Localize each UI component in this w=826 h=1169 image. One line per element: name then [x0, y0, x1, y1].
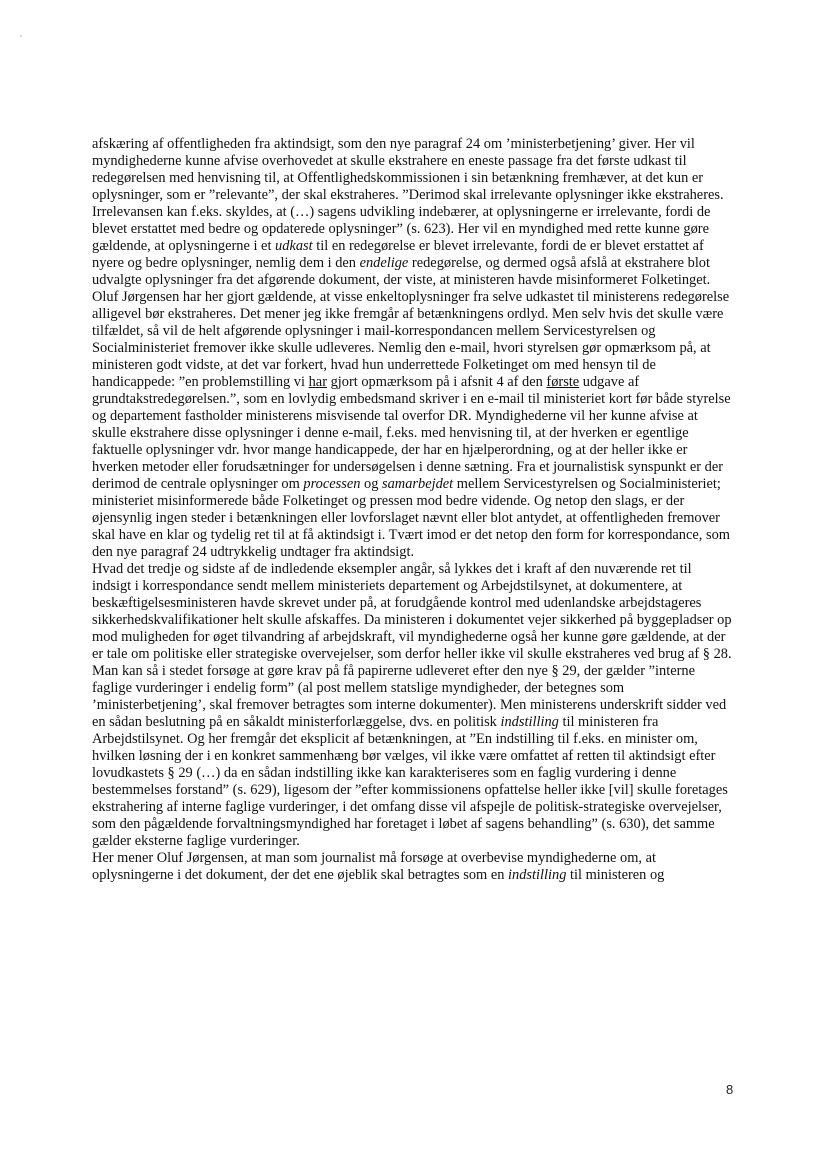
text-run: Hvad det tredje og sidste af de indledende eksempler angår, så lykkes det i kraft af den nuværende ret til indsigt i korrespondance sendt mellem ministeriets departement og Arbejdstilsynet, at dokumentere, at beskæftigelsesministeren havde skrevet under på, at forudgående kontrol med udenlandske arbejdstageres sikkerhedskvalifikationer helt skulle afskaffes. Da ministeren i dokumentet vejer sikkerhed på byggepladser op mod muligheden for øget tilvandring af arbejdskraft, vil myndighederne også her kunne gøre gældende, at der er tale om politiske eller strategiske overvejelser, som derfor heller ikke vil skulle ekstraheres ved brug af § 28. [92, 561, 732, 662]
text-run: til ministeren fra Arbejdstilsynet. Og her fremgår det eksplicit af betænkningen, at ”En indstilling til f.eks. en minister om, hvilken løsning der i en konkret sammenhæng bør vælges, vil ikke være omfattet af retten til aktindsigt efter lovudkastets § 29 (…) da en sådan indstilling ikke kan karakteriseres som en faglig vurdering i denne bestemmelses forstand” (s. 629), ligesom der ”efter kommissionens opfattelse heller ikke [vil] skulle foretages ekstrahering af interne faglige vurderinger, i det omfang disse vil afspejle de politisk-strategiske overvejelser, som den pågældende forvaltningsmyndighed har foretaget i løbet af sagens behandling” (s. 630), det samme gælder eksterne faglige vurderinger. [92, 714, 728, 849]
text-run: gjort opmærksom på i afsnit 4 af den [326, 374, 547, 390]
scan-speck [20, 35, 22, 37]
italic-text: indstilling [508, 867, 567, 883]
paragraph [92, 561, 732, 663]
text-run: til en redegørelse er blevet irrelevante, fordi de er blevet erstattet af nyere og bedre oplysninger, nemlig dem i den [92, 238, 704, 271]
paragraph [92, 136, 732, 561]
text-run: og [360, 476, 383, 492]
underlined-text: har [308, 374, 327, 390]
page-number: 8 [726, 1082, 734, 1097]
italic-text: udkast [275, 238, 313, 254]
italic-text: samarbejdet [382, 476, 454, 492]
text-run: udgave af grundtakstredegørelsen.”, som en lovlydig embedsmand skriver i en e-mail til ministeriet kort før både styrelse og departement fastholder ministerens misvisende tal overfor DR. Myndighederne vil her kunne afvise at skulle ekstrahere disse oplysninger i denne e-mail, f.eks. med henvisning til, at der hverken er egentlige faktuelle oplysninger vdr. hvor mange handicappede, der har en hjælperordning, og at der heller ikke er hverken metoder eller forudsætninger for undersøgelsen i denne sætning. Fra et journalistisk synspunkt er der derimod de centrale oplysninger om [92, 374, 731, 492]
italic-text: processen [303, 476, 361, 492]
italic-text: endelige [359, 255, 409, 271]
text-run: Man kan så i stedet forsøge at gøre krav på få papirerne udleveret efter den nye § 29, der gælder ”interne faglige vurderinger i endelig form” (al post mellem statslige myndigheder, der betegnes som ’ministerbetjening’, skal fremover betragtes som interne dokumenter). Men ministerens underskrift sidder ved en sådan beslutning på en såkaldt ministerforlæggelse, dvs. en politisk [92, 663, 727, 730]
paragraph [92, 850, 732, 884]
underlined-text: første [546, 374, 580, 390]
text-run: mellem Servicestyrelsen og Socialministeriet; ministeriet misinformerede både Folketinget og pressen mod bedre vidende. Og netop den slags, er der øjensynlig ingen steder i betænkningen eller lovforslaget nævnt eller blot antydet, at offentligheden fremover skal have en klar og tydelig ret til at få aktindsigt i. Tvært imod er det netop den form for korrespondance, som den nye paragraf 24 udtrykkelig undtager fra aktindsigt. [92, 476, 730, 560]
paragraph [92, 663, 732, 850]
text-run: afskæring af offentligheden fra aktindsigt, som den nye paragraf 24 om ’ministerbetjening’ giver. Her vil myndighederne kunne afvise overhovedet at skulle ekstrahere en eneste passage fra det første udkast til redegørelsen med henvisning til, at Offentlighedskommissionen i sin betænkning fremhæver, at det kun er oplysninger, som er ”relevante”, der skal ekstraheres. ”Derimod skal irrelevante oplysninger ikke ekstraheres. Irrelevansen kan f.eks. skyldes, at (…) sagens udvikling indebærer, at oplysningerne er irrelevante, fordi de blevet erstattet med bedre og opdaterede oplysninger” (s. 623). Her vil en myndighed med rette kunne gøre gældende, at oplysningerne i et [92, 136, 724, 254]
text-run: redegørelse, og dermed også afslå at ekstrahere blot udvalgte oplysninger fra det afgørende dokument, der viste, at ministeren havde misinformeret Folketinget. Oluf Jørgensen har her gjort gældende, at visse enkeltoplysninger fra selve udkastet til ministerens redegørelse alligevel bør ekstraheres. Det mener jeg ikke fremgår af betænkningens ordlyd. Men selv hvis det skulle være tilfældet, så vil de helt afgørende oplysninger i mail-korrespondancen mellem Servicestyrelsen og Socialministeriet fremover ikke skulle udleveres. Nemlig den e-mail, hvori styrelsen gør opmærksom på, at ministeren godt vidste, at det var forkert, hvad hun underrettede Folketinget om med hensyn til de handicappede: ”en problemstilling vi [92, 255, 730, 390]
text-run: til ministeren og [566, 867, 665, 883]
text-run: Her mener Oluf Jørgensen, at man som journalist må forsøge at overbevise myndighederne om, at oplysningerne i det dokument, der det ene øjeblik skal betragtes som en [92, 850, 657, 883]
italic-text: indstilling [500, 714, 559, 730]
body-text [92, 136, 732, 884]
